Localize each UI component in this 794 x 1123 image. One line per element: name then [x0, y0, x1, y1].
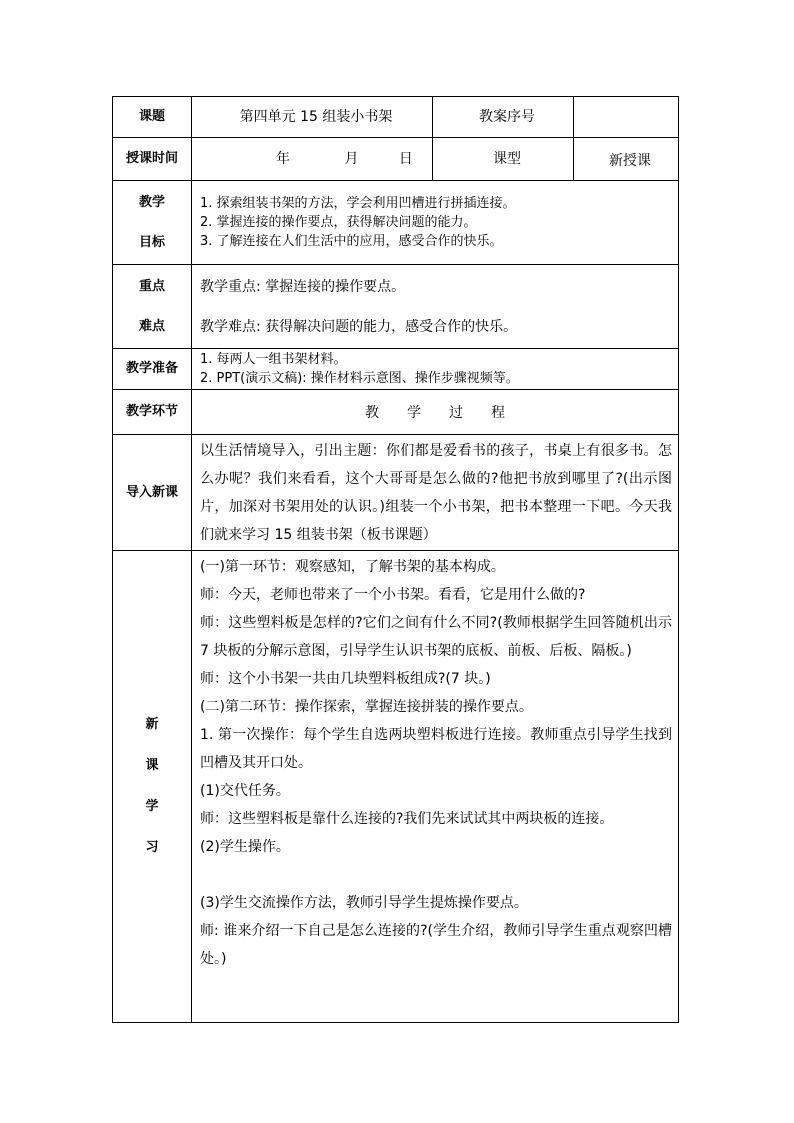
new-lesson-row	[113, 551, 679, 1023]
lesson-paragraph: (1)交代任务。	[200, 783, 290, 799]
prep-content	[192, 349, 679, 390]
goals-label-bottom: 目标	[138, 234, 165, 250]
key-points-row	[113, 265, 679, 349]
difficult-point-text: 教学难点: 获得解决问题的能力，感受合作的快乐。	[200, 318, 518, 335]
intro-text: 以生活情境导入，引出主题：你们都是爱看书的孩子，书桌上有很多书。怎么办呢？我们来看看，这个大哥哥是怎么做的?他把书放到哪里了?(出示图片，加深对书架用处的认识。)组装一个小书架，把书本整理一下吧。今天我们就来学习 15 组装书架（板书课题）	[200, 442, 672, 543]
year-text: 年	[276, 151, 290, 167]
key-points-content	[192, 265, 679, 349]
lesson-paragraph: (3)学生交流操作方法，教师引导学生提炼操作要点。	[200, 895, 528, 911]
lesson-paragraph: (2)学生操作。	[200, 839, 290, 855]
lesson-paragraph: 师：今天，老师也带来了一个小书架。看看，它是用什么做的?	[200, 587, 586, 603]
intro-content	[192, 435, 679, 551]
new-lesson-label-char: 学	[145, 799, 159, 814]
prep-row	[113, 349, 679, 390]
prep-label: 教学准备	[113, 349, 192, 390]
new-lesson-label-char: 新	[145, 717, 159, 732]
prep-item: 1. 每两人一组书架材料。	[200, 352, 347, 367]
key-point-text: 教学重点: 掌握连接的操作要点。	[200, 278, 406, 295]
process-label: 教学环节	[113, 390, 192, 435]
prep-item: 2. PPT(演示文稿): 操作材料示意图、操作步骤视频等。	[200, 371, 519, 386]
process-header-row	[113, 390, 679, 435]
new-lesson-label-char: 课	[145, 758, 159, 773]
lesson-paragraph: 1. 第一次操作：每个学生自选两块塑料板进行连接。教师重点引导学生找到凹槽及其开口处。	[200, 727, 672, 771]
lesson-type-label: 课型	[433, 138, 574, 181]
goals-label	[113, 181, 192, 265]
key-points-label	[113, 265, 192, 349]
lesson-paragraph: (一)第一环节：观察感知，了解书架的基本构成。	[200, 559, 505, 575]
month-text: 月	[344, 151, 359, 167]
blank-line	[200, 861, 672, 889]
time-label: 授课时间	[113, 138, 192, 181]
time-row	[113, 138, 679, 181]
goal-item: 3. 了解连接在人们生活中的应用，感受合作的快乐。	[200, 234, 503, 249]
date-field	[192, 138, 433, 181]
new-lesson-label	[113, 551, 192, 1023]
process-heading: 教 学 过 程	[192, 390, 679, 435]
lesson-paragraph: (二)第二环节：操作探索，掌握连接拼装的操作要点。	[200, 699, 533, 715]
plan-number-value	[574, 97, 679, 138]
intro-row	[113, 435, 679, 551]
lesson-type-value: 新授课	[574, 138, 679, 181]
lesson-paragraph: 师：这些塑料板是怎样的?它们之间有什么不同?(教师根据学生回答随机出示 7 块板的分解示意图，引导学生认识书架的底板、前板、后板、隔板。)	[200, 615, 672, 659]
goal-item: 1. 探索组装书架的方法，学会利用凹槽进行拼插连接。	[200, 196, 516, 211]
title-row	[113, 97, 679, 138]
goals-label-top: 教学	[138, 194, 165, 210]
lesson-plan-table	[112, 96, 679, 1023]
new-lesson-content	[192, 551, 679, 1023]
new-lesson-label-char: 习	[145, 840, 159, 855]
day-text: 日	[398, 151, 413, 167]
key-label-bottom: 难点	[138, 318, 165, 334]
intro-label: 导入新课	[113, 435, 192, 551]
goals-content	[192, 181, 679, 265]
plan-number-label: 教案序号	[433, 97, 574, 138]
lesson-paragraph: 师：这些塑料板是靠什么连接的?我们先来试试其中两块板的连接。	[200, 811, 614, 827]
goal-item: 2. 掌握连接的操作要点，获得解决问题的能力。	[200, 215, 477, 230]
title-value: 第四单元 15 组装小书架	[192, 97, 433, 138]
key-label-top: 重点	[138, 278, 165, 294]
title-label: 课题	[113, 97, 192, 138]
lesson-paragraph: 师：这个小书架一共由几块塑料板组成?(7 块。)	[200, 671, 491, 687]
lesson-paragraph: 师: 谁来介绍一下自己是怎么连接的?(学生介绍，教师引导学生重点观察凹槽处。)	[200, 923, 672, 967]
goals-row	[113, 181, 679, 265]
